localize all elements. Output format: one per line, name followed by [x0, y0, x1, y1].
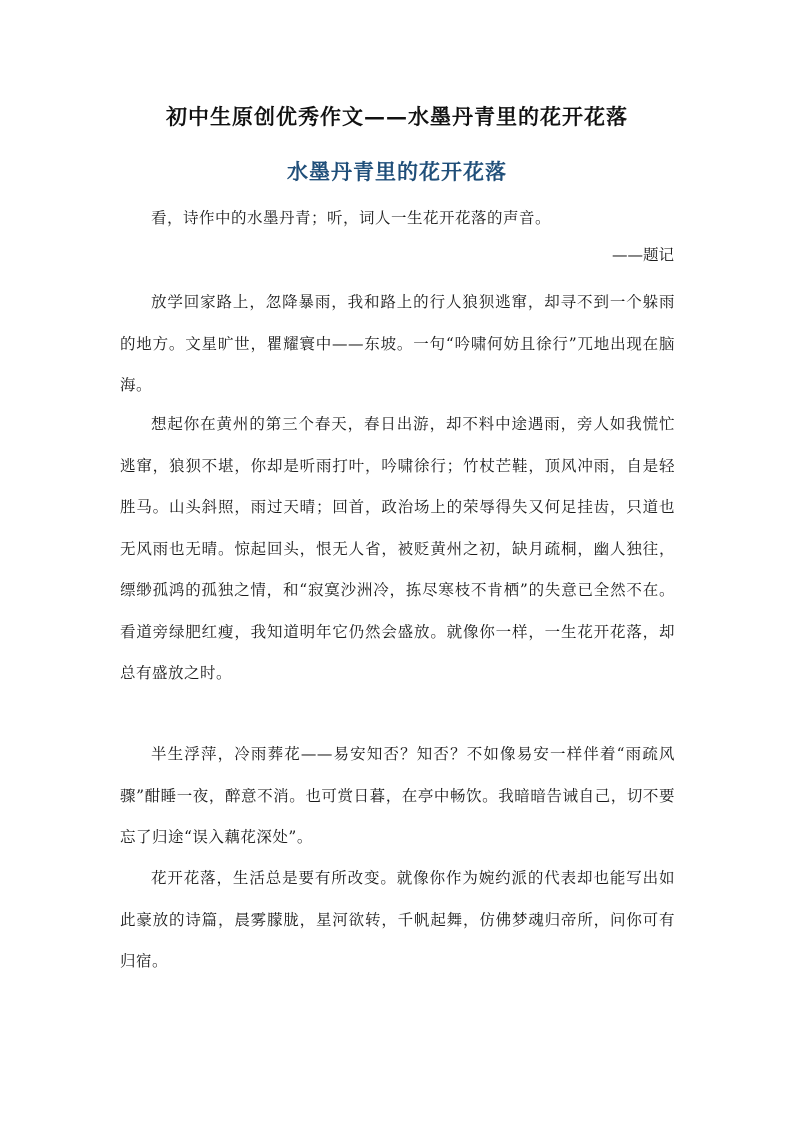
paragraph-2: 想起你在黄州的第三个春天，春日出游，却不料中途遇雨，旁人如我慌忙逃窜，狼狈不堪，你却是听雨打叶，吟啸徐行；竹杖芒鞋，顶风冲雨，自是轻胜马。山头斜照，雨过天晴；回首，政治场上的荣辱得失又何足挂齿，只道也无风雨也无晴。惊起回头，恨无人省，被贬黄州之初，缺月疏桐，幽人独往，缥缈孤鸿的孤独之情，和“寂寞沙洲冷，拣尽寒枝不肯栖”的失意已全然不在。看道旁绿肥红瘦，我知道明年它仍然会盛放。就像你一样，一生花开花落，却总有盛放之时。 [120, 415, 675, 682]
paragraph-4: 花开花落，生活总是要有所改变。就像你作为婉约派的代表却也能写出如此豪放的诗篇，晨雾朦胧，星河欲转，千帆起舞，仿佛梦魂归帝所，问你可有归宿。 [120, 869, 675, 970]
paragraph-1: 放学回家路上，忽降暴雨，我和路上的行人狼狈逃窜，却寻不到一个躲雨的地方。文星旷世，瞿耀寰中——东坡。一句“吟啸何妨且徐行”兀地出现在脑海。 [120, 293, 675, 394]
paragraph-3: 半生浮萍，冷雨葬花——易安知否？知否？不如像易安一样伴着“雨疏风骤”酣睡一夜，醉意不消。也可赏日暮，在亭中畅饮。我暗暗告诫自己，切不要忘了归途“误入藕花深处”。 [120, 745, 675, 846]
epigraph: 看，诗作中的水墨丹青；听，词人一生花开花落的声音。 [151, 209, 552, 227]
epigraph-signature: ——题记 [611, 246, 674, 264]
document-title: 初中生原创优秀作文——水墨丹青里的花开花落 [166, 104, 628, 129]
essay-title: 水墨丹青里的花开花落 [287, 159, 507, 184]
